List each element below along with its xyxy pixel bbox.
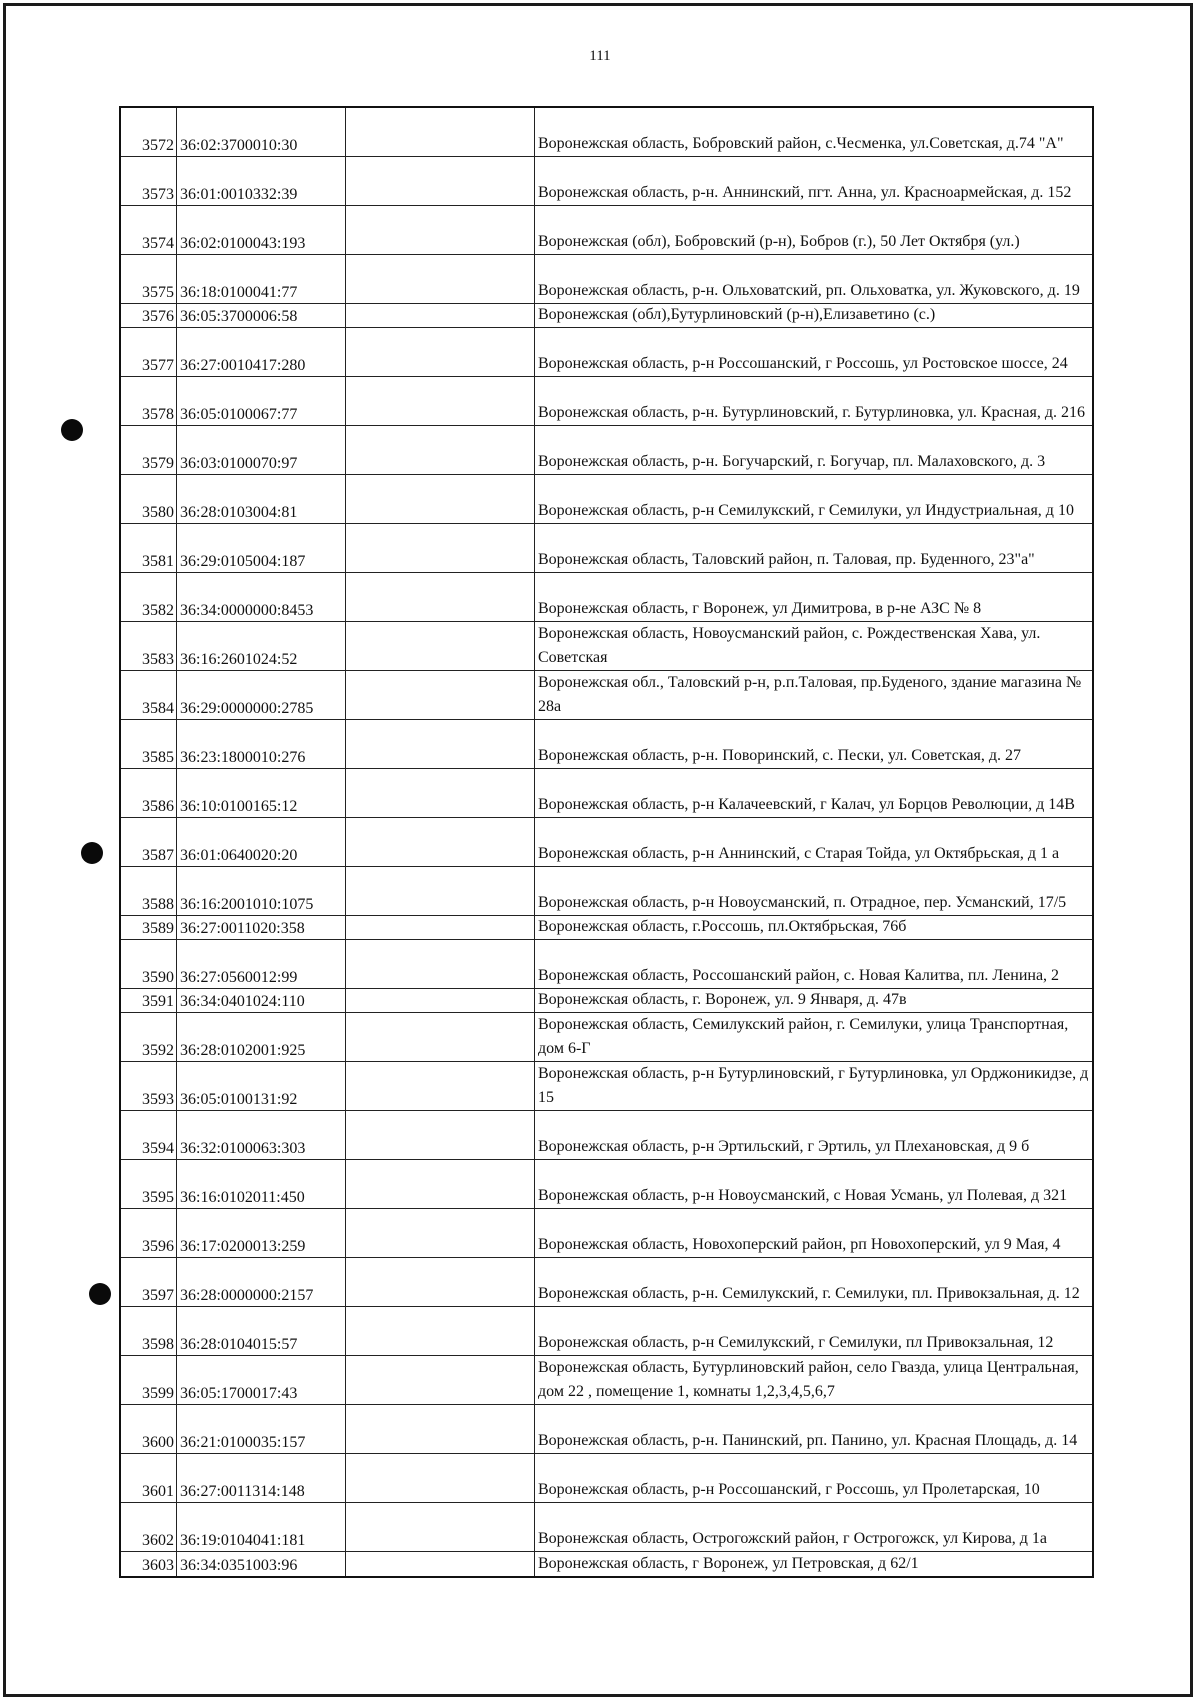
table-row	[121, 328, 1092, 377]
address-cell-text: Воронежская область, р-н. Поворинский, с. Пески, ул. Советская, д. 27	[538, 747, 1021, 764]
cadastral-number-cell-text: 36:02:3700010:30	[180, 137, 298, 154]
table-row	[121, 304, 1092, 328]
table-row	[121, 1503, 1092, 1552]
cadastral-number-cell	[177, 1356, 346, 1404]
cadastral-number-cell-text: 36:23:1800010:276	[180, 749, 306, 766]
cadastral-number-cell	[177, 867, 346, 915]
row-number-cell-text: 3582	[142, 602, 174, 619]
row-number-cell	[121, 720, 177, 768]
row-number-cell	[121, 108, 177, 156]
address-cell-text: Воронежская область, р-н. Бутурлиновский, г. Бутурлиновка, ул. Красная, д. 216	[538, 404, 1085, 421]
address-cell	[535, 573, 1092, 621]
empty-cell	[346, 1552, 535, 1576]
address-cell	[535, 206, 1092, 254]
address-cell	[535, 475, 1092, 523]
row-number-cell-text: 3600	[142, 1434, 174, 1451]
address-cell	[535, 304, 1092, 327]
cadastral-number-cell	[177, 206, 346, 254]
row-number-cell	[121, 328, 177, 376]
address-cell-text: Воронежская область, р-н Семилукский, г Семилуки, пл Привокзальная, 12	[538, 1334, 1054, 1351]
row-number-cell	[121, 475, 177, 523]
cadastral-number-cell	[177, 1454, 346, 1502]
empty-cell	[346, 818, 535, 866]
address-cell	[535, 916, 1092, 939]
address-cell-text: Воронежская область, Бобровский район, с.Чесменка, ул.Советская, д.74 "А"	[538, 135, 1064, 152]
table-row	[121, 255, 1092, 304]
row-number-cell-text: 3586	[142, 798, 174, 815]
address-cell	[535, 1209, 1092, 1257]
row-number-cell	[121, 157, 177, 205]
row-number-cell-text: 3593	[142, 1091, 174, 1108]
address-cell	[535, 1013, 1092, 1061]
address-cell-text: Воронежская область, г Воронеж, ул Димитрова, в р-не АЗС № 8	[538, 600, 982, 617]
row-number-cell-text: 3572	[142, 137, 174, 154]
table-row	[121, 1013, 1092, 1062]
address-cell-text: Воронежская область, р-н Калачеевский, г Калач, ул Борцов Революции, д 14В	[538, 796, 1075, 813]
cadastral-number-cell	[177, 524, 346, 572]
address-cell	[535, 426, 1092, 474]
row-number-cell	[121, 622, 177, 670]
empty-cell	[346, 426, 535, 474]
cadastral-number-cell	[177, 1013, 346, 1061]
cadastral-number-cell-text: 36:16:2001010:1075	[180, 896, 314, 913]
address-cell-text: Воронежская область, г.Россошь, пл.Октябрьская, 76б	[538, 918, 907, 935]
table-row	[121, 426, 1092, 475]
cadastral-number-cell-text: 36:17:0200013:259	[180, 1238, 306, 1255]
empty-cell	[346, 1356, 535, 1404]
cadastral-number-cell	[177, 1503, 346, 1551]
cadastral-number-cell-text: 36:34:0351003:96	[180, 1557, 298, 1574]
address-cell-text: Воронежская область, р-н Россошанский, г Россошь, ул Пролетарская, 10	[538, 1481, 1040, 1498]
empty-cell	[346, 1307, 535, 1355]
empty-cell	[346, 206, 535, 254]
punch-hole-mark	[89, 1283, 111, 1305]
cadastral-number-cell	[177, 1062, 346, 1110]
row-number-cell-text: 3574	[142, 235, 174, 252]
cadastral-number-cell-text: 36:19:0104041:181	[180, 1532, 306, 1549]
empty-cell	[346, 108, 535, 156]
empty-cell	[346, 304, 535, 327]
row-number-cell-text: 3578	[142, 406, 174, 423]
table-row	[121, 1552, 1092, 1576]
row-number-cell	[121, 1552, 177, 1576]
address-cell	[535, 377, 1092, 425]
empty-cell	[346, 769, 535, 817]
row-number-cell	[121, 1160, 177, 1208]
address-cell-text: Воронежская область, р-н Бутурлиновский, г Бутурлиновка, ул Орджоникидзе, д 15	[538, 1065, 1089, 1106]
cadastral-number-cell-text: 36:29:0105004:187	[180, 553, 306, 570]
row-number-cell	[121, 940, 177, 988]
row-number-cell-text: 3591	[142, 993, 174, 1010]
row-number-cell-text: 3588	[142, 896, 174, 913]
row-number-cell-text: 3594	[142, 1140, 174, 1157]
row-number-cell	[121, 1356, 177, 1404]
address-cell	[535, 255, 1092, 303]
cadastral-number-cell	[177, 916, 346, 939]
cadastral-number-cell	[177, 940, 346, 988]
empty-cell	[346, 1454, 535, 1502]
row-number-cell	[121, 426, 177, 474]
row-number-cell	[121, 1503, 177, 1551]
row-number-cell-text: 3575	[142, 284, 174, 301]
table-row	[121, 157, 1092, 206]
row-number-cell-text: 3596	[142, 1238, 174, 1255]
address-cell	[535, 622, 1092, 670]
empty-cell	[346, 1062, 535, 1110]
table-row	[121, 769, 1092, 818]
row-number-cell	[121, 867, 177, 915]
address-cell-text: Воронежская область, р-н Аннинский, с Старая Тойда, ул Октябрьская, д 1 а	[538, 845, 1060, 862]
row-number-cell-text: 3601	[142, 1483, 174, 1500]
row-number-cell	[121, 1209, 177, 1257]
table-row	[121, 475, 1092, 524]
address-cell	[535, 1454, 1092, 1502]
empty-cell	[346, 671, 535, 719]
row-number-cell	[121, 989, 177, 1012]
cadastral-number-cell	[177, 720, 346, 768]
cadastral-number-cell-text: 36:16:0102011:450	[180, 1189, 305, 1206]
row-number-cell-text: 3577	[142, 357, 174, 374]
table-row	[121, 1111, 1092, 1160]
row-number-cell-text: 3589	[142, 920, 174, 937]
table-row	[121, 1356, 1092, 1405]
table-row	[121, 1209, 1092, 1258]
address-cell-text: Воронежская область, р-н Новоусманский, п. Отрадное, пер. Усманский, 17/5	[538, 894, 1067, 911]
table-row	[121, 1160, 1092, 1209]
empty-cell	[346, 1405, 535, 1453]
cadastral-number-cell	[177, 1552, 346, 1576]
row-number-cell	[121, 1062, 177, 1110]
punch-hole-mark	[61, 419, 83, 441]
table-row	[121, 989, 1092, 1013]
cadastral-number-cell-text: 36:05:3700006:58	[180, 308, 298, 325]
empty-cell	[346, 328, 535, 376]
table-row	[121, 622, 1092, 671]
table-row	[121, 1454, 1092, 1503]
row-number-cell-text: 3580	[142, 504, 174, 521]
address-cell-text: Воронежская область, р-н. Богучарский, г. Богучар, пл. Малаховского, д. 3	[538, 453, 1046, 470]
address-cell-text: Воронежская область, Острогожский район, г Острогожск, ул Кирова, д 1а	[538, 1530, 1048, 1547]
empty-cell	[346, 622, 535, 670]
address-cell-text: Воронежская область, Новохоперский район, рп Новохоперский, ул 9 Мая, 4	[538, 1236, 1061, 1253]
table-row	[121, 573, 1092, 622]
address-cell-text: Воронежская (обл),Бутурлиновский (р-н),Елизаветино (с.)	[538, 306, 936, 323]
address-cell	[535, 108, 1092, 156]
address-cell	[535, 1356, 1092, 1404]
cadastral-number-cell-text: 36:01:0010332:39	[180, 186, 298, 203]
row-number-cell-text: 3579	[142, 455, 174, 472]
table-row	[121, 206, 1092, 255]
row-number-cell-text: 3599	[142, 1385, 174, 1402]
table-row	[121, 916, 1092, 940]
empty-cell	[346, 255, 535, 303]
cadastral-number-cell	[177, 671, 346, 719]
cadastral-number-cell	[177, 1307, 346, 1355]
page-number: 111	[589, 48, 611, 64]
row-number-cell	[121, 1111, 177, 1159]
cadastral-number-cell	[177, 573, 346, 621]
cadastral-number-cell-text: 36:01:0640020:20	[180, 847, 298, 864]
cadastral-number-cell-text: 36:28:0103004:81	[180, 504, 298, 521]
table-row	[121, 1307, 1092, 1356]
cadastral-number-cell-text: 36:02:0100043:193	[180, 235, 306, 252]
address-cell-text: Воронежская область, р-н. Панинский, рп. Панино, ул. Красная Площадь, д. 14	[538, 1432, 1078, 1449]
cadastral-number-cell	[177, 818, 346, 866]
address-cell-text: Воронежская область, р-н Россошанский, г Россошь, ул Ростовское шоссе, 24	[538, 355, 1068, 372]
row-number-cell	[121, 524, 177, 572]
cadastral-number-cell-text: 36:29:0000000:2785	[180, 700, 314, 717]
cadastral-number-cell	[177, 1111, 346, 1159]
empty-cell	[346, 916, 535, 939]
address-cell	[535, 671, 1092, 719]
cadastral-number-cell	[177, 1258, 346, 1306]
address-cell-text: Воронежская область, р-н Новоусманский, с Новая Усмань, ул Полевая, д 321	[538, 1187, 1068, 1204]
row-number-cell-text: 3584	[142, 700, 174, 717]
cadastral-number-cell	[177, 1405, 346, 1453]
cadastral-number-cell-text: 36:16:2601024:52	[180, 651, 298, 668]
cadastral-number-cell-text: 36:28:0104015:57	[180, 1336, 298, 1353]
row-number-cell	[121, 255, 177, 303]
row-number-cell-text: 3583	[142, 651, 174, 668]
cadastral-number-cell-text: 36:05:0100067:77	[180, 406, 298, 423]
row-number-cell-text: 3597	[142, 1287, 174, 1304]
address-cell	[535, 867, 1092, 915]
empty-cell	[346, 157, 535, 205]
cadastral-number-cell-text: 36:05:1700017:43	[180, 1385, 298, 1402]
row-number-cell	[121, 818, 177, 866]
cadastral-number-cell	[177, 255, 346, 303]
empty-cell	[346, 1111, 535, 1159]
table-row	[121, 1258, 1092, 1307]
cadastral-number-cell-text: 36:05:0100131:92	[180, 1091, 298, 1108]
table-row	[121, 377, 1092, 426]
address-cell	[535, 769, 1092, 817]
row-number-cell-text: 3595	[142, 1189, 174, 1206]
row-number-cell	[121, 1454, 177, 1502]
address-cell	[535, 1160, 1092, 1208]
cadastral-number-cell	[177, 769, 346, 817]
address-cell	[535, 818, 1092, 866]
address-cell-text: Воронежская область, р-н. Семилукский, г. Семилуки, пл. Привокзальная, д. 12	[538, 1285, 1080, 1302]
table-row	[121, 720, 1092, 769]
cadastral-number-cell	[177, 622, 346, 670]
cadastral-number-cell-text: 36:03:0100070:97	[180, 455, 298, 472]
address-cell	[535, 524, 1092, 572]
table-row	[121, 108, 1092, 157]
row-number-cell	[121, 1013, 177, 1061]
row-number-cell-text: 3602	[142, 1532, 174, 1549]
row-number-cell	[121, 1405, 177, 1453]
cadastral-number-cell	[177, 989, 346, 1012]
empty-cell	[346, 1160, 535, 1208]
row-number-cell-text: 3598	[142, 1336, 174, 1353]
cadastral-number-cell-text: 36:28:0000000:2157	[180, 1287, 314, 1304]
table-row	[121, 867, 1092, 916]
address-cell-text: Воронежская область, Россошанский район, с. Новая Калитва, пл. Ленина, 2	[538, 967, 1060, 984]
cadastral-number-cell-text: 36:34:0000000:8453	[180, 602, 314, 619]
empty-cell	[346, 989, 535, 1012]
address-cell	[535, 328, 1092, 376]
address-cell-text: Воронежская область, р-н. Ольховатский, рп. Ольховатка, ул. Жуковского, д. 19	[538, 282, 1080, 299]
address-cell	[535, 1405, 1092, 1453]
address-cell	[535, 1062, 1092, 1110]
address-cell	[535, 940, 1092, 988]
address-cell	[535, 989, 1092, 1012]
row-number-cell	[121, 1258, 177, 1306]
cadastral-number-cell-text: 36:27:0560012:99	[180, 969, 298, 986]
cadastral-number-cell-text: 36:18:0100041:77	[180, 284, 298, 301]
row-number-cell-text: 3573	[142, 186, 174, 203]
empty-cell	[346, 1503, 535, 1551]
row-number-cell-text: 3585	[142, 749, 174, 766]
row-number-cell	[121, 1307, 177, 1355]
empty-cell	[346, 1209, 535, 1257]
cadastral-number-cell-text: 36:21:0100035:157	[180, 1434, 306, 1451]
row-number-cell	[121, 573, 177, 621]
address-cell-text: Воронежская область, Семилукский район, г. Семилуки, улица Транспортная, дом 6-Г	[538, 1016, 1069, 1057]
address-cell-text: Воронежская область, г. Воронеж, ул. 9 Января, д. 47в	[538, 991, 907, 1008]
empty-cell	[346, 573, 535, 621]
registry-table	[119, 106, 1094, 1578]
empty-cell	[346, 940, 535, 988]
address-cell-text: Воронежская обл., Таловский р-н, р.п.Таловая, пр.Буденого, здание магазина № 28а	[538, 674, 1082, 715]
cadastral-number-cell	[177, 304, 346, 327]
cadastral-number-cell-text: 36:10:0100165:12	[180, 798, 298, 815]
punch-hole-mark	[81, 842, 103, 864]
empty-cell	[346, 475, 535, 523]
cadastral-number-cell-text: 36:27:0011020:358	[180, 920, 305, 937]
empty-cell	[346, 1013, 535, 1061]
row-number-cell	[121, 206, 177, 254]
row-number-cell	[121, 377, 177, 425]
address-cell-text: Воронежская область, р-н. Аннинский, пгт. Анна, ул. Красноармейская, д. 152	[538, 184, 1072, 201]
address-cell-text: Воронежская область, р-н Семилукский, г Семилуки, ул Индустриальная, д 10	[538, 502, 1074, 519]
address-cell-text: Воронежская область, Таловский район, п. Таловая, пр. Буденного, 23"а"	[538, 551, 1035, 568]
table-row	[121, 940, 1092, 989]
empty-cell	[346, 867, 535, 915]
cadastral-number-cell	[177, 157, 346, 205]
address-cell	[535, 720, 1092, 768]
cadastral-number-cell	[177, 377, 346, 425]
address-cell	[535, 1552, 1092, 1576]
address-cell	[535, 1503, 1092, 1551]
empty-cell	[346, 524, 535, 572]
empty-cell	[346, 1258, 535, 1306]
row-number-cell	[121, 916, 177, 939]
cadastral-number-cell	[177, 475, 346, 523]
cadastral-number-cell-text: 36:27:0010417:280	[180, 357, 306, 374]
row-number-cell	[121, 671, 177, 719]
cadastral-number-cell-text: 36:32:0100063:303	[180, 1140, 306, 1157]
table-row	[121, 818, 1092, 867]
address-cell-text: Воронежская область, Новоусманский район, с. Рождественская Хава, ул. Советская	[538, 625, 1041, 666]
address-cell-text: Воронежская область, р-н Эртильский, г Эртиль, ул Плехановская, д 9 б	[538, 1138, 1030, 1155]
table-row	[121, 1062, 1092, 1111]
row-number-cell-text: 3592	[142, 1042, 174, 1059]
address-cell-text: Воронежская (обл), Бобровский (р-н), Бобров (г.), 50 Лет Октября (ул.)	[538, 233, 1020, 250]
row-number-cell	[121, 304, 177, 327]
address-cell	[535, 157, 1092, 205]
empty-cell	[346, 720, 535, 768]
row-number-cell-text: 3587	[142, 847, 174, 864]
address-cell	[535, 1258, 1092, 1306]
cadastral-number-cell	[177, 426, 346, 474]
address-cell-text: Воронежская область, г Воронеж, ул Петровская, д 62/1	[538, 1555, 919, 1572]
cadastral-number-cell	[177, 1160, 346, 1208]
row-number-cell-text: 3581	[142, 553, 174, 570]
cadastral-number-cell	[177, 1209, 346, 1257]
cadastral-number-cell-text: 36:27:0011314:148	[180, 1483, 305, 1500]
row-number-cell	[121, 769, 177, 817]
cadastral-number-cell	[177, 328, 346, 376]
address-cell	[535, 1307, 1092, 1355]
table-row	[121, 1405, 1092, 1454]
empty-cell	[346, 377, 535, 425]
cadastral-number-cell-text: 36:34:0401024:110	[180, 993, 305, 1010]
cadastral-number-cell	[177, 108, 346, 156]
table-row	[121, 671, 1092, 720]
table-row	[121, 524, 1092, 573]
address-cell	[535, 1111, 1092, 1159]
row-number-cell-text: 3576	[142, 308, 174, 325]
cadastral-number-cell-text: 36:28:0102001:925	[180, 1042, 306, 1059]
row-number-cell-text: 3603	[142, 1557, 174, 1574]
row-number-cell-text: 3590	[142, 969, 174, 986]
address-cell-text: Воронежская область, Бутурлиновский район, село Гвазда, улица Центральная, дом 22 , помещение 1, комнаты 1,2,3,4,5,6,7	[538, 1359, 1079, 1400]
